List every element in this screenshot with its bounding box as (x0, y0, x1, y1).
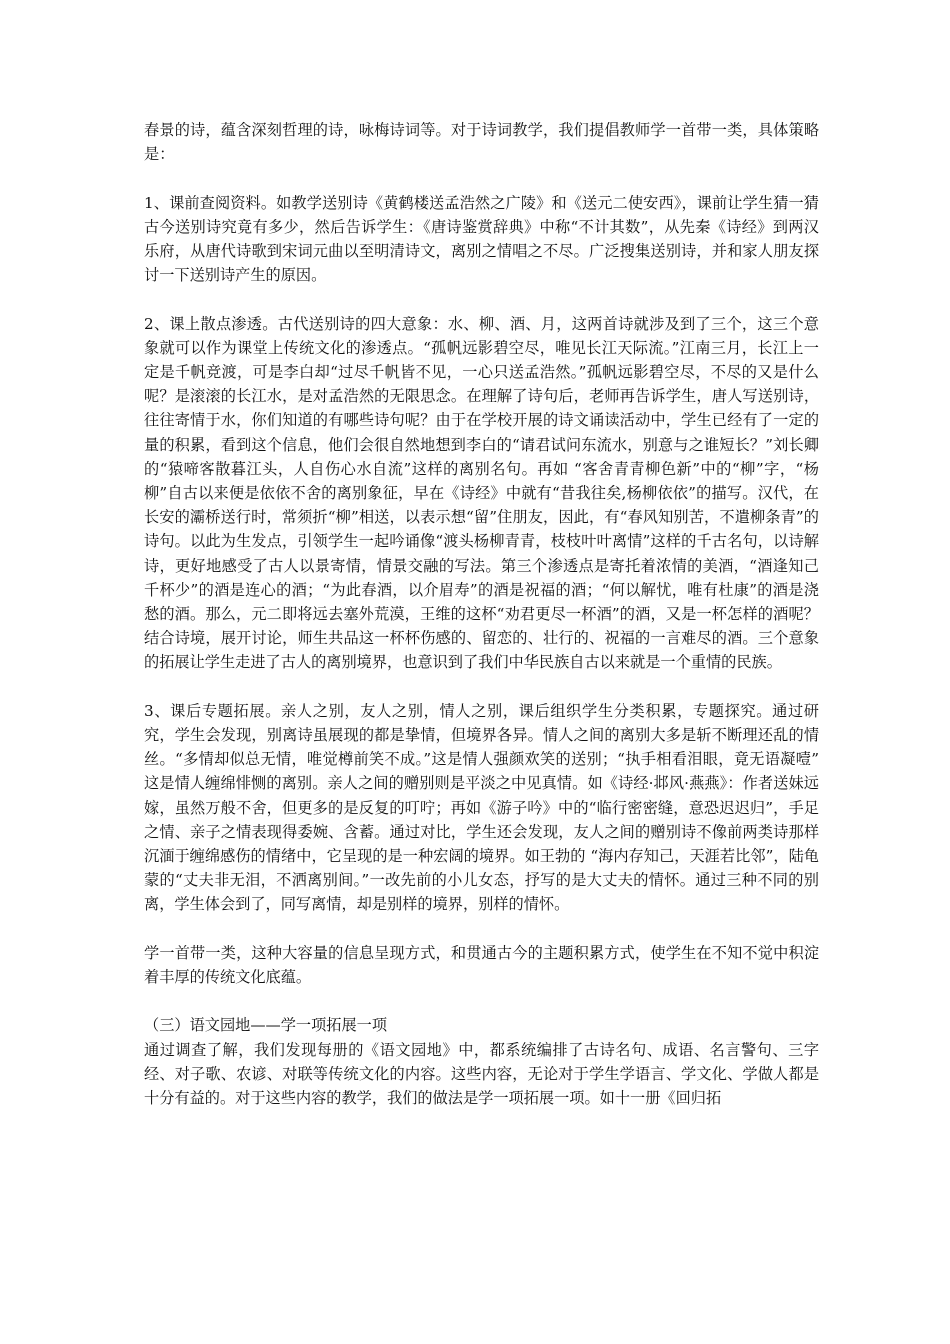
paragraph-gap (144, 917, 819, 941)
section-body-paragraph: 通过调查了解，我们发现每册的《语文园地》中，都系统编排了古诗名句、成语、名言警句、三字经、对子歌、农谚、对联等传统文化的内容。这些内容，无论对于学生学语言、学文化、学做人都是十分有益的。对于这些内容的教学，我们的做法是学一项拓展一项。如十一册《回归拓 (144, 1040, 819, 1108)
paragraph-gap (144, 989, 819, 1013)
strategy-2-paragraph: 2、课上散点渗透。古代送别诗的四大意象：水、柳、酒、月，这两首诗就涉及到了三个，这三个意象就可以作为课堂上传统文化的渗透点。“孤帆远影碧空尽，唯见长江天际流。”江南三月，长江上一定是千帆竞渡，可是李白却“过尽千帆皆不见，一心只送孟浩然。”孤帆远影碧空尽，不尽的又是什么呢？是滚滚的长江水，是对孟浩然的无限思念。在理解了诗句后，老师再告诉学生，唐人写送别诗，往往寄情于水，你们知道的有哪些诗句呢？由于在学校开展的诗文诵读活动中，学生已经有了一定的量的积累，看到这个信息，他们会很自然地想到李白的“请君试问东流水，别意与之谁短长？”刘长卿的“猿啼客散暮江头，人自伤心水自流”这样的离别名句。再如 “客舍青青柳色新”中的“柳”字，“杨柳”自古以来便是依依不舍的离别象征，早在《诗经》中就有“昔我往矣,杨柳依依”的描写。汉代，在长安的灞桥送行时，常须折“柳”相送，以表示想“留”住朋友，因此，有“春风知别苦，不遣柳条青”的诗句。以此为生发点，引领学生一起吟诵像“渡头杨柳青青，枝枝叶叶离情”这样的千古名句，以诗解诗，更好地感受了古人以景寄情，情景交融的写法。第三个渗透点是寄托着浓情的美酒，“酒逢知己千杯少”的酒是连心的酒；“为此春酒，以介眉寿”的酒是祝福的酒；“何以解忧，唯有杜康”的酒是浇愁的酒。那么，元二即将远去塞外荒漠，王维的这杯“劝君更尽一杯酒”的酒，又是一杯怎样的酒呢？结合诗境，展开讨论，师生共品这一杯杯伤感的、留恋的、壮行的、祝福的一言难尽的酒。三个意象的拓展让学生走进了古人的离别境界，也意识到了我们中华民族自古以来就是一个重情的民族。 (144, 314, 819, 672)
paragraph-gap (144, 675, 819, 699)
intro-paragraph: 春景的诗，蕴含深刻哲理的诗，咏梅诗词等。对于诗词教学，我们提倡教师学一首带一类，具体策略是： (144, 121, 819, 164)
strategy-1-paragraph: 1、课前查阅资料。如教学送别诗《黄鹤楼送孟浩然之广陵》和《送元二使安西》，课前让学生猜一猜古今送别诗究竟有多少，然后告诉学生：《唐诗鉴赏辞典》中称“不计其数”，从先秦《诗经》到两汉乐府，从唐代诗歌到宋词元曲以至明清诗文，离别之情唱之不尽。广泛搜集送别诗，并和家人朋友探讨一下送别诗产生的原因。 (144, 193, 819, 285)
summary-paragraph: 学一首带一类，这种大容量的信息呈现方式，和贯通古今的主题积累方式，使学生在不知不觉中积淀着丰厚的传统文化底蕴。 (144, 943, 819, 987)
paragraph-gap (144, 287, 819, 311)
section-heading: （三）语文园地——学一项拓展一项 (144, 1016, 387, 1035)
paragraph-gap (144, 166, 819, 190)
strategy-3-paragraph: 3、课后专题拓展。亲人之别，友人之别，情人之别，课后组织学生分类积累，专题探究。通过研究，学生会发现，别离诗虽展现的都是挚情，但境界各异。情人之间的离别大多是斩不断理还乱的情丝。“多情却似总无情，唯觉樽前笑不成。”这是情人强颜欢笑的送别；“执手相看泪眼，竟无语凝噎” 这是情人缠绵悱恻的离别。亲人之间的赠别则是平淡之中见真情。如《诗经·邶风·燕燕》：作者送妹远嫁，虽然万般不舍，但更多的是反复的叮咛；再如《游子吟》中的“临行密密缝，意恐迟迟归”，手足之情、亲子之情表现得委婉、含蓄。通过对比，学生还会发现，友人之间的赠别诗不像前两类诗那样沉湎于缠绵感伤的情绪中，它呈现的是一种宏阔的境界。如王勃的 “海内存知己，天涯若比邻”，陆龟蒙的“丈夫非无泪，不洒离别间。”一改先前的小儿女态，抒写的是大丈夫的情怀。通过三种不同的别离，学生体会到了，同写离情，却是别样的境界，别样的情怀。 (144, 701, 824, 914)
document-page (144, 118, 824, 1110)
